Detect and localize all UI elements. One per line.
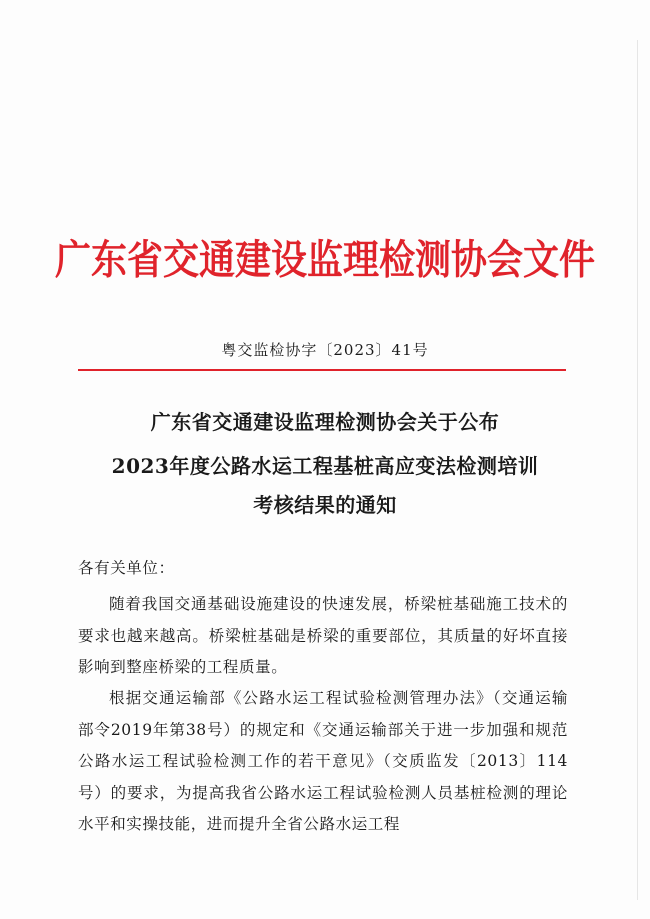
salutation: 各有关单位： [78, 559, 175, 577]
body-paragraph-1: 随着我国交通基础设施建设的快速发展，桥梁桩基础施工技术的要求也越来越高。桥梁桩基础是桥梁的重要部位，其质量的好坏直接影响到整座桥梁的工程质量。 [78, 595, 568, 676]
document-title-line-1: 广东省交通建设监理检测协会关于公布 [150, 410, 500, 434]
document-title-line-2: 2023年度公路水运工程基桩高应变法检测培训 [111, 454, 539, 478]
document-number: 粤交监检协字〔2023〕41号 [221, 341, 429, 359]
body-paragraph-2: 根据交通运输部《公路水运工程试验检测管理办法》（交通运输部令2019年第38号）的规定和《交通运输部关于进一步加强和规范公路水运工程试验检测工作的若干意见》（交质监发〔2013〕114号）的要求，为提高我省公路水运工程试验检测人员基桩检测的理论水平和实操技能，进而提升全省公路水运工程 [78, 689, 568, 833]
document-title-line-3: 考核结果的通知 [253, 493, 397, 517]
red-divider-line [78, 369, 566, 371]
document-masthead: 广东省交通建设监理检测协会文件 [54, 236, 595, 284]
